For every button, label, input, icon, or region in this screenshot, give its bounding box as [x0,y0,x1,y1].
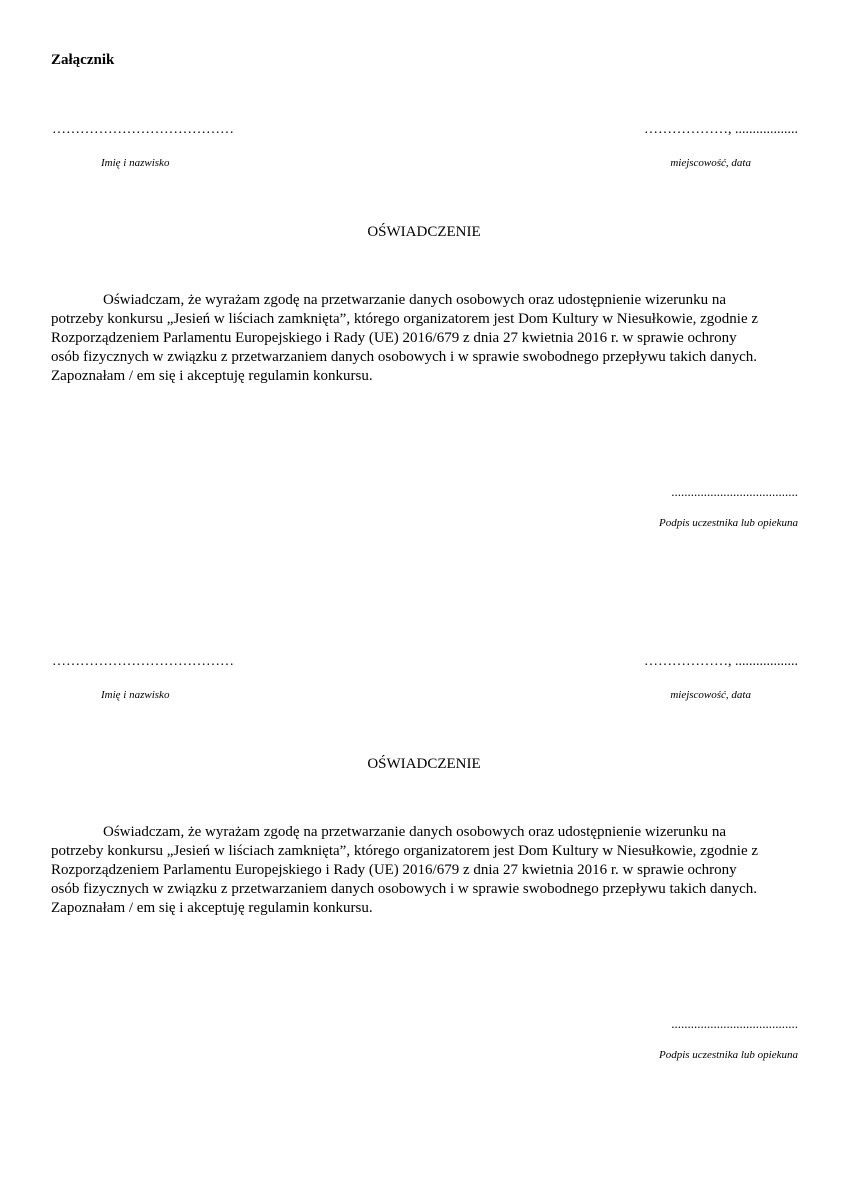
declaration-title: OŚWIADCZENIE [367,756,481,772]
name-field-caption: Imię i nazwisko [101,689,170,701]
declaration-line: Zapoznałam / em się i akceptuję regulamin konkursu. [51,368,373,384]
declaration-body [51,291,811,386]
declaration-line: Oświadczam, że wyrażam zgodę na przetwarzanie danych osobowych oraz udostępnienie wizerunku na [103,824,727,840]
signature-caption: Podpis uczestnika lub opiekuna [658,517,798,529]
declaration-line: Zapoznałam / em się i akceptuję regulamin konkursu. [51,900,373,916]
declaration-line: osób fizycznych w związku z przetwarzaniem danych osobowych i w sprawie swobodnego przepływu takich danych. [51,881,758,897]
name-field-line[interactable]: ………………………………… [52,122,234,137]
declaration-form-1 [0,0,848,529]
place-date-field-line[interactable]: ………………, .................. [644,654,798,669]
place-date-field-caption: miejscowość, data [670,689,751,701]
declaration-line: Oświadczam, że wyrażam zgodę na przetwarzanie danych osobowych oraz udostępnienie wizerunku na [103,292,727,308]
signature-caption: Podpis uczestnika lub opiekuna [658,1049,798,1061]
declaration-line: Rozporządzeniem Parlamentu Europejskiego i Rady (UE) 2016/679 z dnia 27 kwietnia 2016 r. w sprawie ochrony [51,330,737,346]
declaration-line: Rozporządzeniem Parlamentu Europejskiego i Rady (UE) 2016/679 z dnia 27 kwietnia 2016 r. w sprawie ochrony [51,862,737,878]
declaration-line: potrzeby konkursu „Jesień w liściach zamknięta”, którego organizatorem jest Dom Kultury w Niesułkowie, zgodnie z [51,311,759,327]
declaration-form-2 [0,532,848,1061]
name-field-line[interactable]: ………………………………… [52,654,234,669]
declaration-body [51,823,811,918]
signature-field-line[interactable]: ....................................... [671,484,798,499]
signature-field-line[interactable]: ....................................... [671,1016,798,1031]
name-field-caption: Imię i nazwisko [101,157,170,169]
place-date-field-caption: miejscowość, data [670,157,751,169]
declaration-line: potrzeby konkursu „Jesień w liściach zamknięta”, którego organizatorem jest Dom Kultury w Niesułkowie, zgodnie z [51,843,759,859]
place-date-field-line[interactable]: ………………, .................. [644,122,798,137]
declaration-title: OŚWIADCZENIE [367,224,481,240]
attachment-header: Załącznik [51,52,115,68]
declaration-line: osób fizycznych w związku z przetwarzaniem danych osobowych i w sprawie swobodnego przepływu takich danych. [51,349,758,365]
